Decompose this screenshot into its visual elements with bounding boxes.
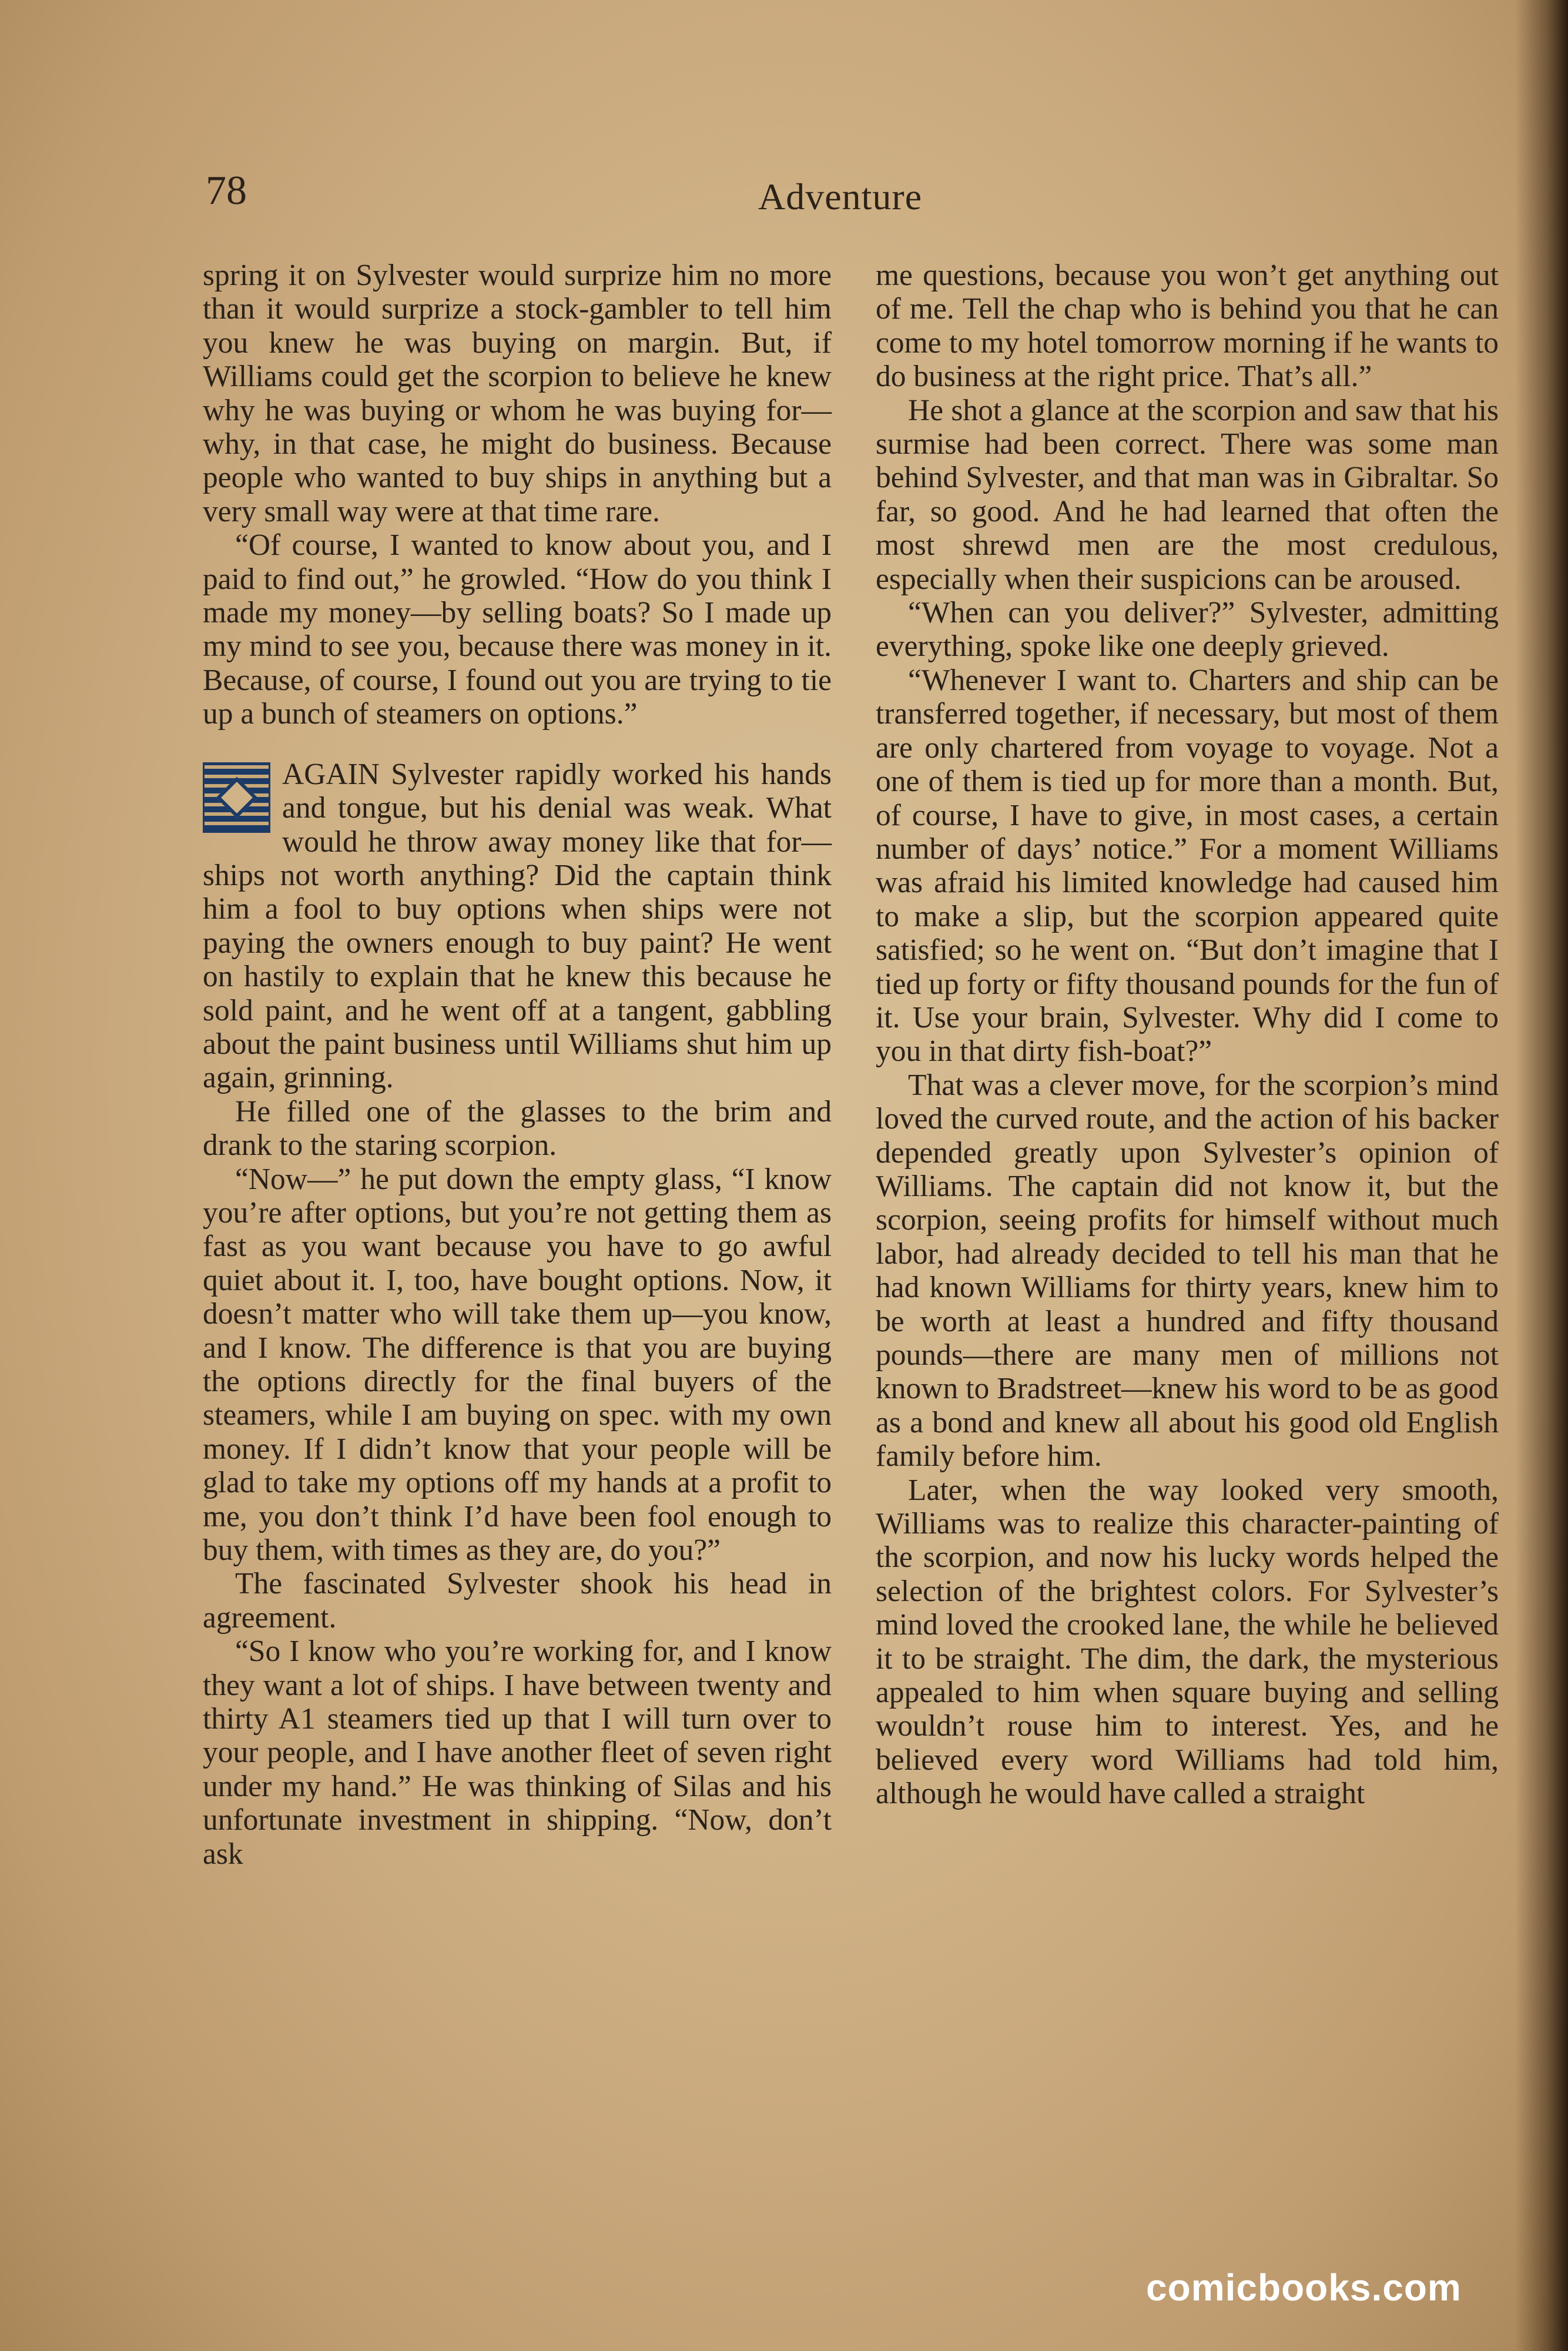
paragraph: “Of course, I wanted to know about you, and I paid to find out,” he growled. “How do you think I made my money—by selling boats? So I made up my mind to see you, because there was money in it. Because, of course, I found out you are trying to tie up a bunch of steamers on options.”: [203, 528, 832, 731]
paragraph: The fascinated Sylvester shook his head in agreement.: [203, 1567, 832, 1635]
paragraph: He filled one of the glasses to the brim and drank to the staring scorpion.: [203, 1094, 832, 1163]
section-text: Sylvester rapidly worked his hands and tongue, but his denial was weak. What would he throw away money like that for—ships not worth anything? Did the captain think him a fool to buy options when ships were not paying the owners enough to buy paint? He went on hastily to explain that he knew this because he sold paint, and he went off at a tangent, gabbling about the paint business until Williams shut him up again, grinning.: [203, 757, 832, 1095]
site-watermark: comicbooks.com: [1146, 2266, 1462, 2309]
left-column: [203, 259, 832, 1871]
paragraph: me questions, because you won’t get anything out of me. Tell the chap who is behind you that he can come to my hotel tomorrow morning if he wants to do business at the right price. That’s all.”: [876, 259, 1499, 394]
lead-words: AGAIN: [282, 757, 380, 791]
right-column: [876, 259, 1499, 1811]
paragraph: “So I know who you’re working for, and I know they want a lot of ships. I have between twenty and thirty A1 steamers tied up that I will turn over to your people, and I have another fleet of seven right under my hand.” He was thinking of Silas and his unfortunate investment in shipping. “Now, don’t ask: [203, 1635, 832, 1871]
paragraph: He shot a glance at the scorpion and saw that his surmise had been correct. There was some man behind Sylvester, and that man was in Gibraltar. So far, so good. And he had learned that often the most shrewd men are the most credulous, especially when their suspicions can be aroused.: [876, 393, 1499, 596]
paragraph: That was a clever move, for the scorpion’s mind loved the curved route, and the action of his backer depended greatly upon Sylvester’s opinion of Williams. The captain did not know it, but the scorpion, seeing profits for himself without much labor, had already decided to tell his man that he had known Williams for thirty years, knew him to be worth at least a hundred and fifty thousand pounds—there are many men of millions not known to Bradstreet—knew his word to be as good as a bond and knew all about his good old English family before him.: [876, 1068, 1499, 1473]
paragraph: “When can you deliver?” Sylvester, admitting everything, spoke like one deeply grieved.: [876, 596, 1499, 664]
paragraph: “Now—” he put down the empty glass, “I know you’re after options, but you’re not getting them as fast as you want because you have to go awful quiet about it. I, too, have bought options. Now, it doesn’t matter who will take them up—you know, and I know. The difference is that you are buying the options directly for the final buyers of the steamers, while I am buying on spec. with my own money. If I didn’t know that your people will be glad to take my options off my hands at a profit to me, you don’t think I’d have been fool enough to buy them, with times as they are, do you?”: [203, 1162, 832, 1568]
paragraph: Later, when the way looked very smooth, Williams was to realize this character-painting of the scorpion, and now his lucky words helped the selection of the brightest colors. For Sylvester’s mind loved the crooked lane, the while he believed it to be straight. The dim, the dark, the mysterious appealed to him when square buying and selling wouldn’t rouse him to interest. Yes, and he believed every word Williams had told him, although he would have called a straight: [876, 1473, 1499, 1811]
page-spine-shadow: [1515, 0, 1568, 2351]
page-number: 78: [206, 168, 247, 213]
paragraph: spring it on Sylvester would surprize him no more than it would surprize a stock-gambler to tell him you knew he was buying on margin. But, if Williams could get the scorpion to believe he knew why he was buying or whom he was buying for—why, in that case, he might do business. Because people who wanted to buy ships in anything but a very small way were at that time rare.: [203, 259, 832, 528]
ornamental-initial-icon: [203, 762, 270, 833]
section-opening-paragraph: [203, 758, 832, 1095]
section-break-space: [203, 731, 832, 758]
running-header-title: Adventure: [758, 176, 923, 217]
paragraph: “Whenever I want to. Charters and ship can be transferred together, if necessary, but most of them are only chartered from voyage to voyage. Not a one of them is tied up for more than a month. But, of course, I have to give, in most cases, a certain number of days’ notice.” For a moment Williams was afraid his limited knowledge had caused him to make a slip, but the scorpion appeared quite satisfied; so he went on. “But don’t imagine that I tied up forty or fifty thousand pounds for the fun of it. Use your brain, Sylvester. Why did I come to you in that dirty fish-boat?”: [876, 663, 1499, 1069]
